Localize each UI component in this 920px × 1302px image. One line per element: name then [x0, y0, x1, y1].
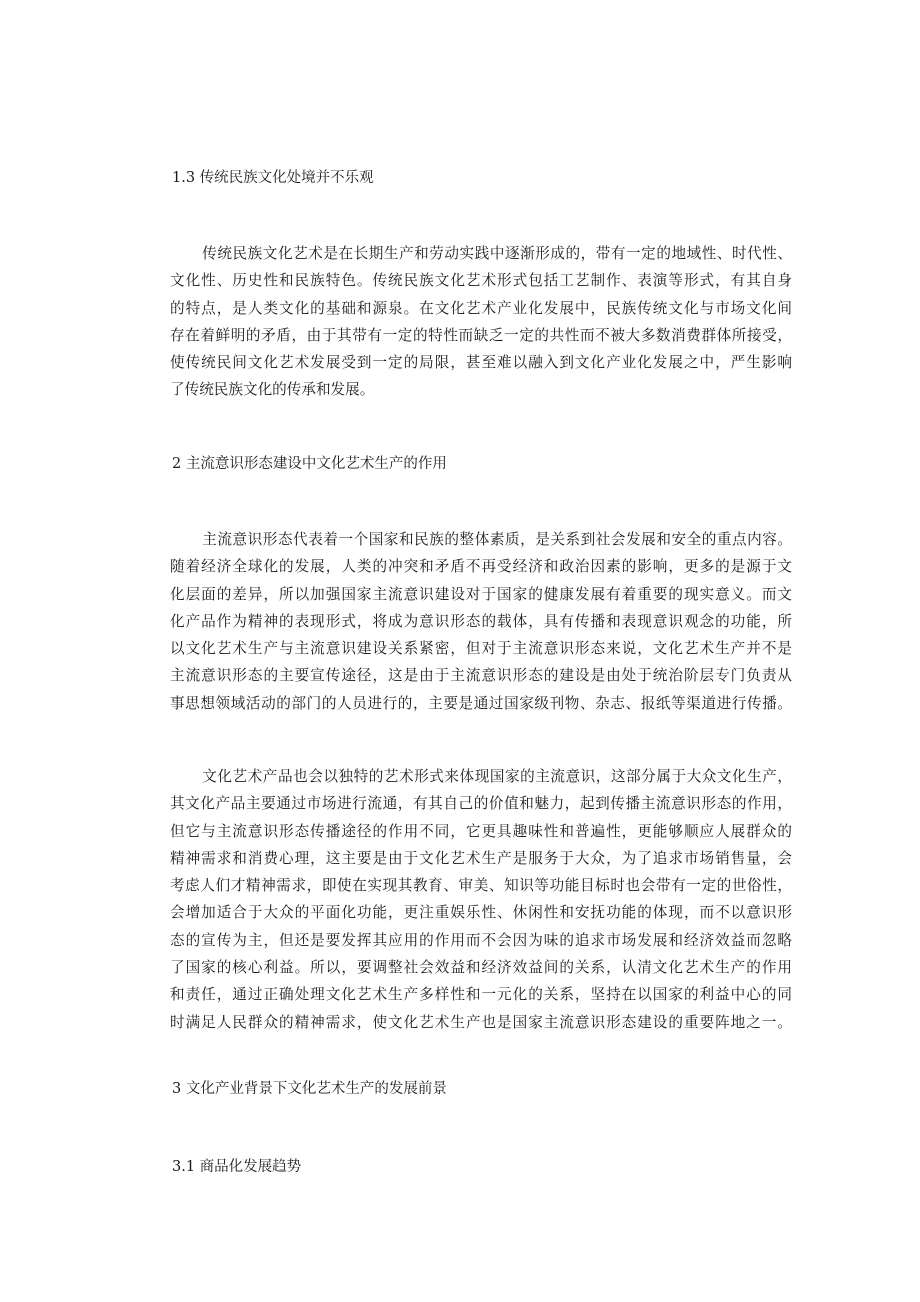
paragraph-line: 以文化艺术生产与主流意识建设关系紧密，但对于主流意识形态来说，文化艺术生产并不是 — [170, 640, 792, 658]
section-heading-3-1: 3.1 商品化发展趋势 — [172, 1159, 302, 1175]
section-heading-3: 3 文化产业背景下文化艺术生产的发展前景 — [172, 1081, 447, 1097]
paragraph-line: 主流意识形态代表着一个国家和民族的整体素质，是关系到社会发展和安全的重点内容。 — [172, 531, 792, 548]
paragraph-line: 了传统民族文化的传承和发展。 — [170, 381, 375, 399]
paragraph-line: 态的宣传为主，但还是要发挥其应用的作用而不会因为味的追求市场发展和经济效益而忽略 — [170, 931, 792, 949]
paragraph-line: 化产品作为精神的表现形式，将成为意识形态的载体，具有传播和表现意识观念的功能，所 — [170, 612, 792, 630]
paragraph-line: 精神需求和消费心理，这主要是由于文化艺术生产是服务于大众，为了追求市场销售量，会 — [170, 849, 792, 867]
paragraph-traditional-culture — [170, 240, 792, 404]
paragraph-line: 使传统民间文化艺术发展受到一定的局限，甚至难以融入到文化产业化发展之中，严生影响 — [170, 354, 792, 372]
paragraph-line: 的特点，是人类文化的基础和源泉。在文化艺术产业化发展中，民族传统文化与市场文化间 — [170, 299, 792, 317]
paragraph-art-products — [170, 763, 792, 1036]
section-heading-2: 2 主流意识形态建设中文化艺术生产的作用 — [172, 456, 447, 472]
paragraph-line: 化层面的差异，所以加强国家主流意识建设对于国家的健康发展有着重要的现实意义。而文 — [170, 585, 792, 603]
paragraph-line: 了国家的核心利益。所以，要调整社会效益和经济效益间的关系，认清文化艺术生产的作用 — [170, 959, 792, 977]
paragraph-line: 和责任，通过正确处理文化艺术生产多样性和一元化的关系，坚持在以国家的利益中心的同 — [170, 986, 792, 1004]
paragraph-line: 时满足人民群众的精神需求，使文化艺术生产也是国家主流意识形态建设的重要阵地之一。 — [170, 1013, 792, 1031]
paragraph-line: 主流意识形态的主要宣传途径，这是由于主流意识形态的建设是由处于统治阶层专门负责从 — [170, 667, 792, 685]
paragraph-line: 会增加适合于大众的平面化功能，更注重娱乐性、休闲性和安抚功能的体现，而不以意识形 — [170, 904, 792, 922]
paragraph-line: 文化性、历史性和民族特色。传统民族文化艺术形式包括工艺制作、表演等形式，有其自身 — [170, 272, 792, 290]
paragraph-line: 事思想领域活动的部门的人员进行的，主要是通过国家级刊物、杂志、报纸等渠道进行传播。 — [170, 694, 792, 712]
paragraph-line: 考虑人们才精神需求，即使在实现其教育、审美、知识等功能目标时也会带有一定的世俗性， — [170, 877, 792, 895]
paragraph-line: 其文化产品主要通过市场进行流通，有其自己的价值和魅力，起到传播主流意识形态的作用， — [170, 795, 792, 813]
paragraph-mainstream-ideology — [170, 526, 792, 717]
paragraph-line: 但它与主流意识形态传播途径的作用不同，它更具趣味性和普遍性，更能够顺应人展群众的 — [170, 822, 792, 840]
paragraph-line: 文化艺术产品也会以独特的艺术形式来体现国家的主流意识，这部分属于大众文化生产， — [172, 768, 792, 785]
paragraph-line: 传统民族文化艺术是在长期生产和劳动实践中逐渐形成的，带有一定的地域性、时代性、 — [172, 245, 792, 262]
paragraph-line: 存在着鲜明的矛盾，由于其带有一定的特性而缺乏一定的共性而不被大多数消费群体所接受， — [170, 326, 792, 344]
paragraph-line: 随着经济全球化的发展，人类的冲突和矛盾不再受经济和政治因素的影响，更多的是源于文 — [170, 558, 792, 576]
section-heading-1-3: 1.3 传统民族文化处境并不乐观 — [172, 170, 374, 186]
